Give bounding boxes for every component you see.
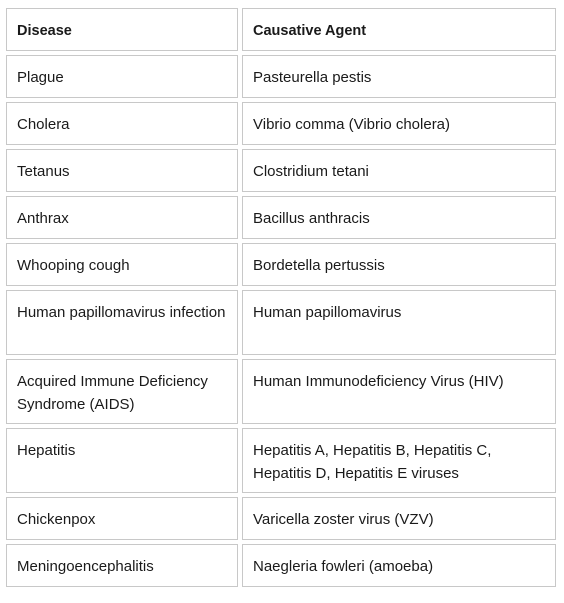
disease-cell: Anthrax [6,196,238,239]
disease-agent-table [2,4,560,591]
table-row [6,102,556,145]
disease-cell: Human papillomavirus infection [6,290,238,355]
header-causative-agent: Causative Agent [242,8,556,51]
table-row [6,243,556,286]
table-row [6,290,556,355]
table-row [6,544,556,587]
table-row [6,55,556,98]
agent-cell: Bacillus anthracis [242,196,556,239]
header-disease: Disease [6,8,238,51]
table-header-row [6,8,556,51]
disease-cell: Whooping cough [6,243,238,286]
disease-table-container [2,4,560,591]
agent-cell: Clostridium tetani [242,149,556,192]
agent-cell: Naegleria fowleri (amoeba) [242,544,556,587]
agent-cell: Vibrio comma (Vibrio cholera) [242,102,556,145]
table-row [6,196,556,239]
table-row [6,497,556,540]
disease-cell: Hepatitis [6,428,238,493]
table-row [6,428,556,493]
agent-cell: Bordetella pertussis [242,243,556,286]
disease-cell: Meningoencephalitis [6,544,238,587]
disease-cell: Plague [6,55,238,98]
agent-cell: Varicella zoster virus (VZV) [242,497,556,540]
table-row [6,149,556,192]
disease-cell: Cholera [6,102,238,145]
disease-cell: Tetanus [6,149,238,192]
agent-cell: Hepatitis A, Hepatitis B, Hepatitis C, Hepatitis D, Hepatitis E viruses [242,428,556,493]
agent-cell: Human Immunodeficiency Virus (HIV) [242,359,556,424]
disease-cell: Chickenpox [6,497,238,540]
agent-cell: Human papillomavirus [242,290,556,355]
disease-cell: Acquired Immune Deficiency Syndrome (AIDS) [6,359,238,424]
table-row [6,359,556,424]
agent-cell: Pasteurella pestis [242,55,556,98]
